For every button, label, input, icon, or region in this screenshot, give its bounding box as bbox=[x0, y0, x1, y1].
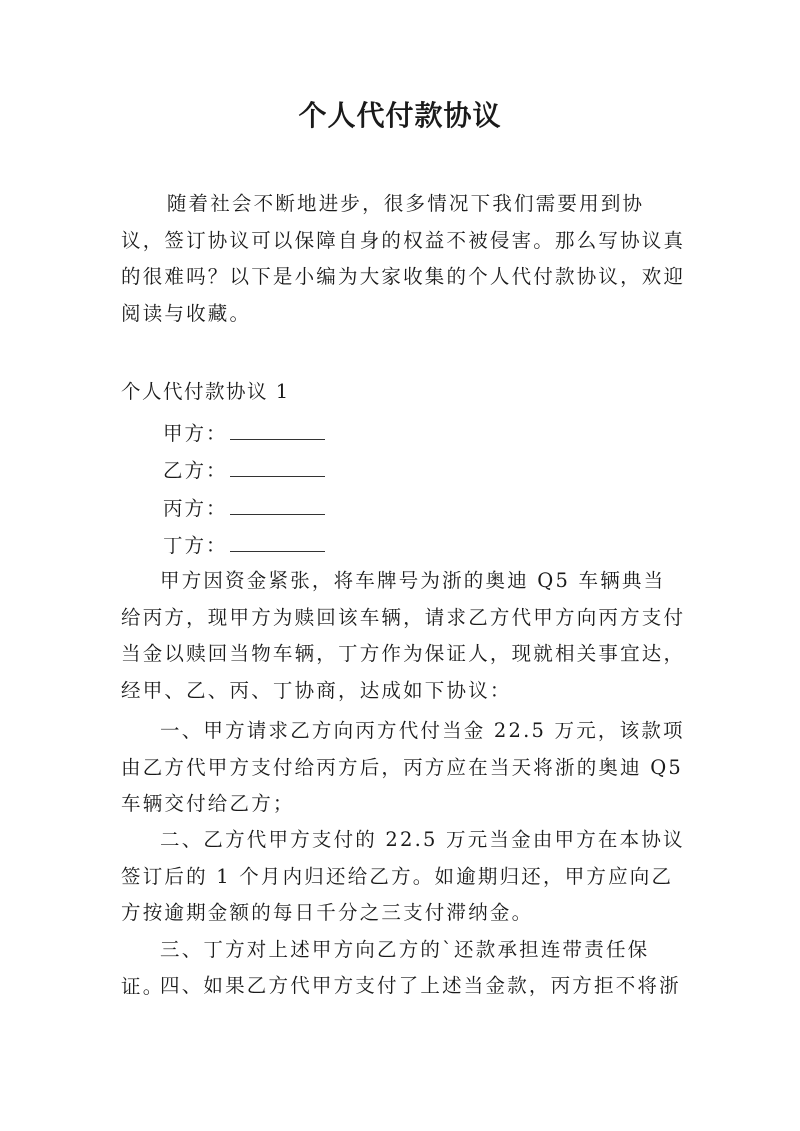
party-label: 丙方： bbox=[163, 497, 228, 520]
document-title: 个人代付款协议 bbox=[298, 99, 502, 132]
clause-one: 一、甲方请求乙方向丙方代付当金 22.5 万元，该款项由乙方代甲方支付给丙方后，丙方应在当天将浙的奥迪 Q5 车辆交付给乙方； bbox=[121, 719, 685, 815]
party-blank-field bbox=[230, 525, 325, 552]
party-label: 乙方： bbox=[163, 459, 228, 482]
agreement-preamble: 甲方因资金紧张，将车牌号为浙的奥迪 Q5 车辆典当给丙方，现甲方为赎回该车辆，请求乙方代甲方向丙方支付当金以赎回当物车辆，丁方作为保证人，现就相关事宜达，经甲、乙、丙、丁协商，达成如下协议： bbox=[121, 569, 686, 702]
party-blank-field bbox=[230, 488, 325, 515]
party-blank-field bbox=[230, 413, 325, 440]
party-yi-line bbox=[163, 450, 325, 489]
clause-three: 三、丁方对上述甲方向乙方的`还款承担连带责任保证。 bbox=[121, 938, 650, 998]
party-blank-field bbox=[230, 450, 325, 477]
party-ding-line bbox=[163, 525, 325, 564]
clause-four: 四、如果乙方代甲方支付了上述当金款，丙方拒不将浙 bbox=[160, 974, 681, 997]
clause-two: 二、乙方代甲方支付的 22.5 万元当金由甲方在本协议签订后的 1 个月内归还给乙方。如逾期归还，甲方应向乙方按逾期金额的每日千分之三支付滞纳金。 bbox=[121, 828, 685, 924]
intro-paragraph: 随着社会不断地进步，很多情况下我们需要用到协议，签订协议可以保障自身的权益不被侵害。那么写协议真的很难吗？以下是小编为大家收集的个人代付款协议，欢迎阅读与收藏。 bbox=[121, 192, 686, 325]
party-label: 甲方： bbox=[163, 422, 228, 445]
party-jia-line bbox=[163, 413, 325, 452]
section-heading: 个人代付款协议 1 bbox=[121, 380, 290, 403]
party-bing-line bbox=[163, 488, 325, 527]
party-label: 丁方： bbox=[163, 534, 228, 557]
